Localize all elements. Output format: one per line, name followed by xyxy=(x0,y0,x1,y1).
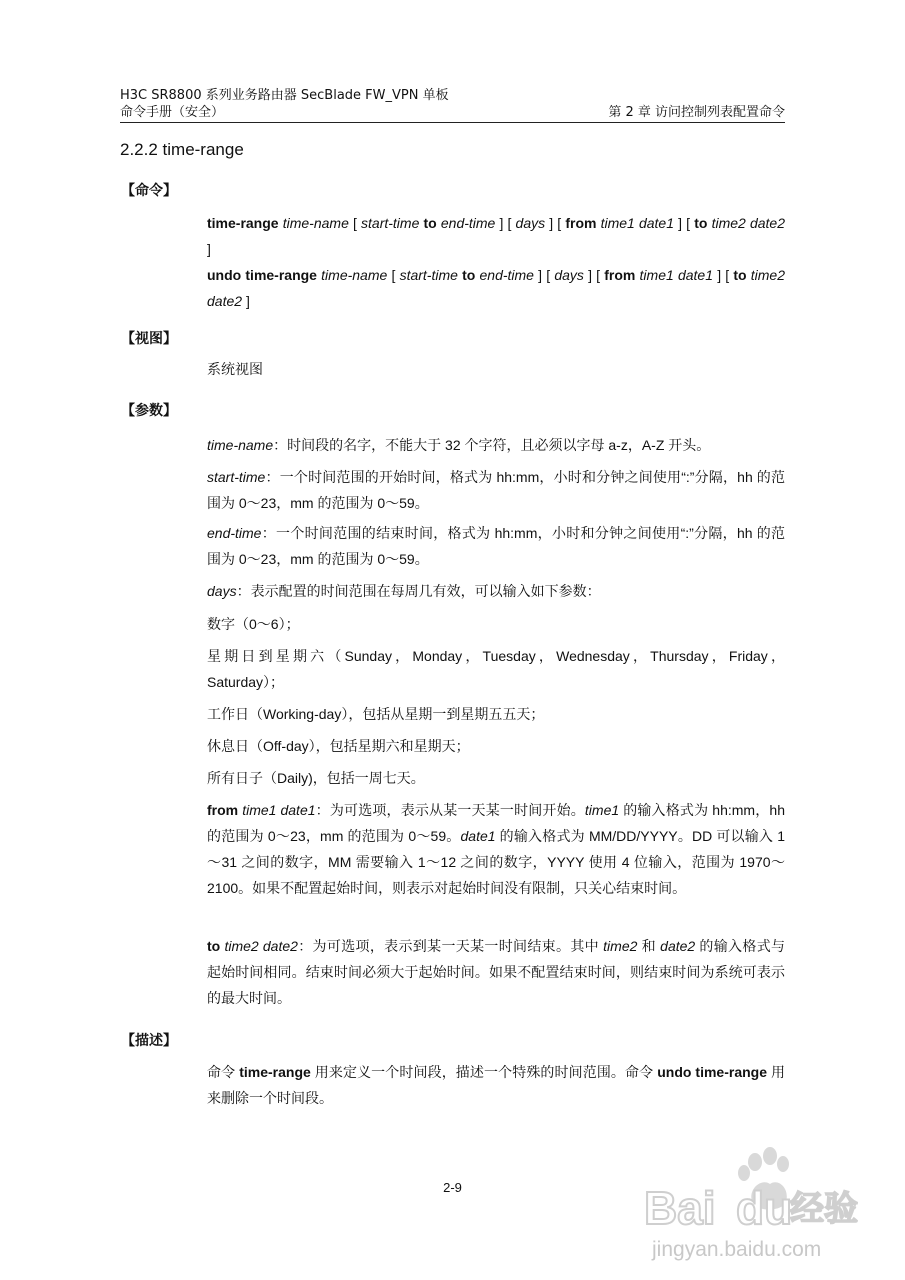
watermark-brand: Bai xyxy=(644,1182,716,1234)
param-weekdays: 星期日到星期六（Sunday，Monday，Tuesday，Wednesday，Thursday，Friday，Saturday）； xyxy=(207,648,785,690)
watermark-url: jingyan.baidu.com xyxy=(652,1238,822,1261)
param-digits: 数字（0～6）； xyxy=(207,616,300,632)
label-view: 【视图】 xyxy=(121,331,177,347)
param-time-name: time-name：时间段的名字，不能大于 32 个字符，且必须以字母 a-z，A-Z 开头。 xyxy=(207,437,711,453)
param-daily: 所有日子（Daily)，包括一周七天。 xyxy=(207,770,425,786)
command-line-1: time-range time-name [ start-time to end-time ] [ days ] [ from time1 date1 ] [ to time2 date2 ] xyxy=(207,215,785,257)
command-line-2: undo time-range time-name [ start-time to end-time ] [ days ] [ from time1 date1 ] [ to time2 date2 ] xyxy=(207,267,785,309)
label-params: 【参数】 xyxy=(121,403,177,419)
baidu-jingyan-watermark xyxy=(640,1140,870,1270)
param-start-time: start-time：一个时间范围的开始时间，格式为 hh:mm，小时和分钟之间使用“:”分隔，hh 的范围为 0～23，mm 的范围为 0～59。 xyxy=(207,469,785,511)
param-working-day: 工作日（Working-day），包括从星期一到星期五五天； xyxy=(207,706,545,722)
header-chapter: 第 2 章 访问控制列表配置命令 xyxy=(608,105,785,120)
param-from: from time1 date1：为可选项，表示从某一天某一时间开始。time1 的输入格式为 hh:mm，hh 的范围为 0～23，mm 的范围为 0～59。date1 的输入格式为 MM/DD/YYYY。DD 可以输入 1～31 之间的数字，MM 需要输入 1～12 之间的数字，YYYY 使用 4 位输入，范围为 1970～2100。如果不配置起始时间，则表示对起始时间没有限制，只关心结束时间。 xyxy=(207,802,785,896)
watermark-brand-2: du xyxy=(736,1182,793,1234)
param-end-time: end-time：一个时间范围的结束时间，格式为 hh:mm，小时和分钟之间使用“:”分隔，hh 的范围为 0～23，mm 的范围为 0～59。 xyxy=(207,525,785,567)
param-days: days：表示配置的时间范围在每周几有效，可以输入如下参数： xyxy=(207,583,601,599)
description-text: 命令 time-range 用来定义一个时间段，描述一个特殊的时间范围。命令 undo time-range 用来删除一个时间段。 xyxy=(207,1064,786,1106)
header-rule xyxy=(120,122,785,123)
param-to: to time2 date2：为可选项，表示到某一天某一时间结束。其中 time2 和 date2 的输入格式与起始时间相同。结束时间必须大于起始时间。如果不配置结束时间，则结束时间为系统可表示的最大时间。 xyxy=(207,938,786,1006)
header-title: H3C SR8800 系列业务路由器 SecBlade FW_VPN 单板 xyxy=(120,88,449,103)
header-subtitle: 命令手册（安全） xyxy=(120,105,225,120)
section-title: 2.2.2 time-range xyxy=(120,140,244,159)
label-description: 【描述】 xyxy=(121,1033,177,1049)
param-off-day: 休息日（Off-day），包括星期六和星期天； xyxy=(207,738,470,754)
label-command: 【命令】 xyxy=(121,183,177,199)
view-text: 系统视图 xyxy=(207,361,263,377)
page-number: 2-9 xyxy=(443,1180,462,1195)
watermark-cn: 经验 xyxy=(790,1189,858,1229)
